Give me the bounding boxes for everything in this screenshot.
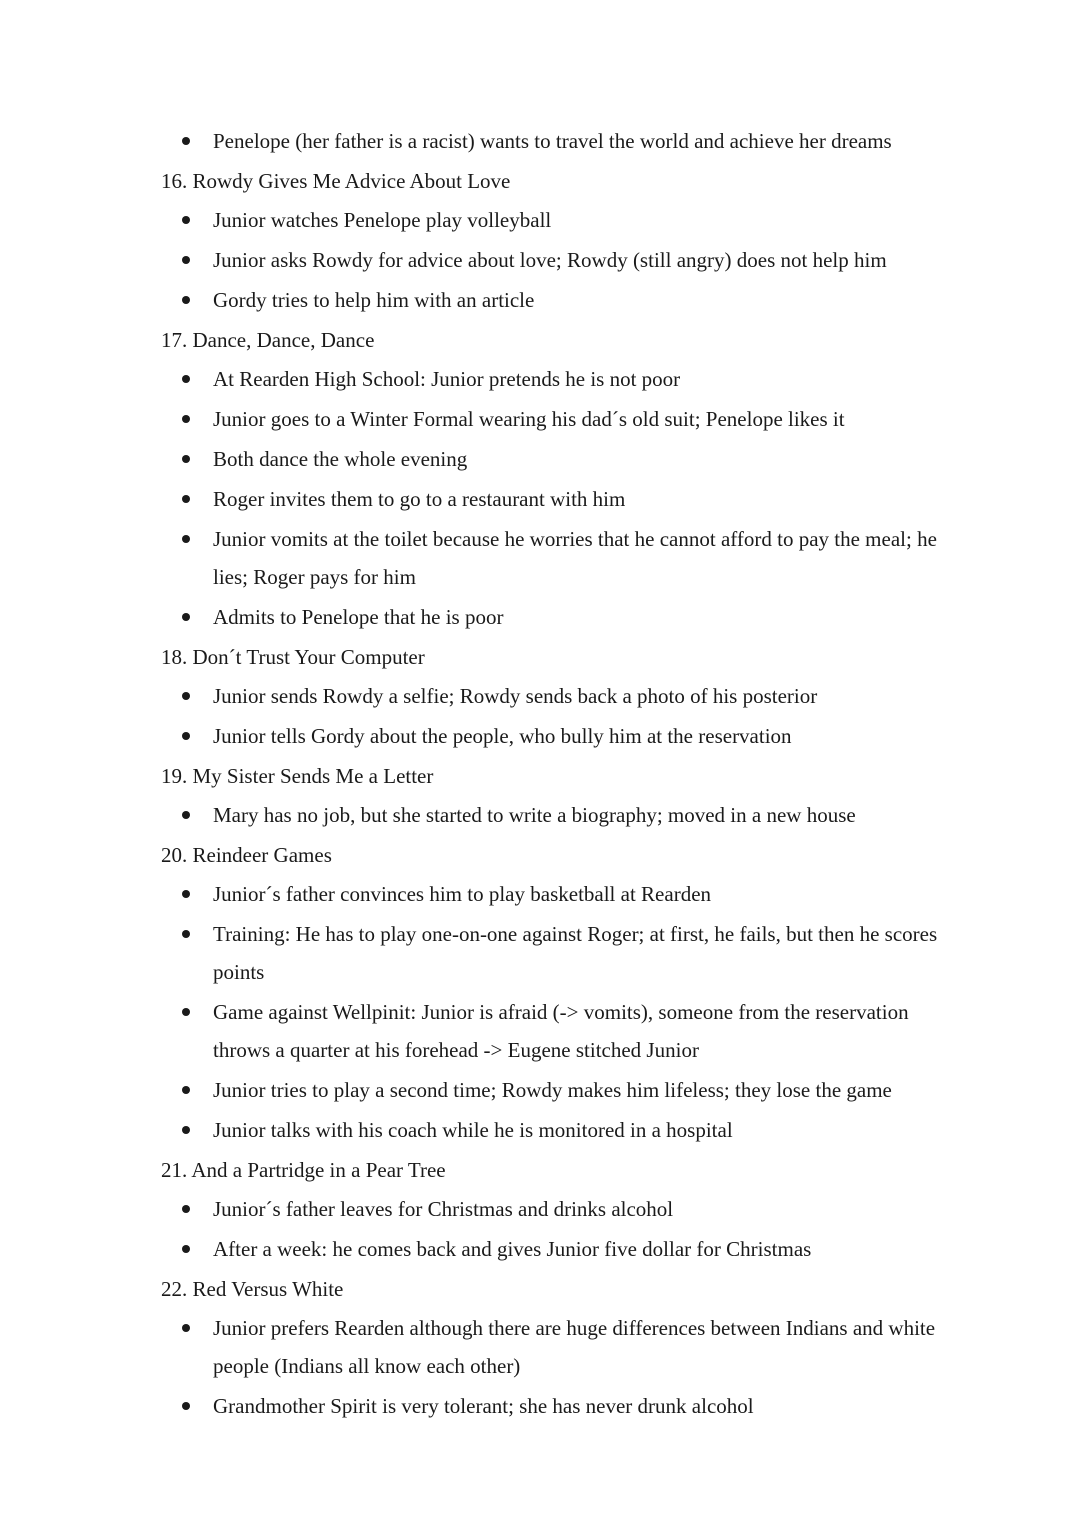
bullet-dot-icon [182,613,190,621]
list-item [213,440,953,480]
bullet-dot-icon [182,930,190,938]
list-item-text: Junior talks with his coach while he is monitored in a hospital [213,1118,733,1142]
bullet-dot-icon [182,495,190,503]
bullet-dot-icon [182,375,190,383]
bullet-dot-icon [182,256,190,264]
list-item [213,1309,953,1387]
list-item [213,281,953,321]
chapter-heading: 16. Rowdy Gives Me Advice About Love [161,169,511,193]
list-item [213,796,953,836]
list-item [213,201,953,241]
bullet-dot-icon [182,692,190,700]
list-item-text: Training: He has to play one-on-one against Roger; at first, he fails, but then he scores points [213,922,938,984]
list-item-text: Junior tries to play a second time; Rowdy makes him lifeless; they lose the game [213,1078,892,1102]
list-item [213,1230,953,1270]
list-item [213,1387,953,1427]
chapter-heading: 17. Dance, Dance, Dance [161,328,375,352]
list-item-text: Penelope (her father is a racist) wants to travel the world and achieve her dreams [213,129,892,153]
list-item [213,598,953,638]
bullet-dot-icon [182,455,190,463]
bullet-dot-icon [182,1086,190,1094]
list-item-text: Grandmother Spirit is very tolerant; she has never drunk alcohol [213,1394,754,1418]
list-item-text: Junior watches Penelope play volleyball [213,208,552,232]
bullet-dot-icon [182,1324,190,1332]
list-item-text: Game against Wellpinit: Junior is afraid (-> vomits), someone from the reservation throws a quarter at his forehead -> Eugene stitched Junior [213,1000,909,1062]
bullet-dot-icon [182,811,190,819]
list-item-text: At Rearden High School: Junior pretends he is not poor [213,367,681,391]
list-item-text: Junior´s father leaves for Christmas and drinks alcohol [213,1197,674,1221]
list-item-text: Junior prefers Rearden although there are huge differences between Indians and white people (Indians all know each other) [213,1316,936,1378]
list-item [213,400,953,440]
bullet-dot-icon [182,296,190,304]
list-item-text: After a week: he comes back and gives Junior five dollar for Christmas [213,1237,812,1261]
list-item-text: Admits to Penelope that he is poor [213,605,504,629]
chapter-heading: 21. And a Partridge in a Pear Tree [161,1158,446,1182]
list-item-text: Junior asks Rowdy for advice about love; Rowdy (still angry) does not help him [213,248,887,272]
list-item [213,993,953,1071]
list-item-text: Both dance the whole evening [213,447,468,471]
list-item-text: Junior´s father convinces him to play basketball at Rearden [213,882,712,906]
bullet-dot-icon [182,216,190,224]
bullet-dot-icon [182,1402,190,1410]
list-item [213,360,953,400]
bullet-dot-icon [182,1205,190,1213]
bullet-dot-icon [182,137,190,145]
list-item-text: Junior sends Rowdy a selfie; Rowdy sends back a photo of his posterior [213,684,818,708]
chapter-heading: 19. My Sister Sends Me a Letter [161,764,434,788]
bullet-dot-icon [182,415,190,423]
list-item-text: Mary has no job, but she started to write a biography; moved in a new house [213,803,856,827]
bullet-dot-icon [182,1126,190,1134]
bullet-dot-icon [182,732,190,740]
list-item [213,1111,953,1151]
bullet-dot-icon [182,890,190,898]
list-item-text: Junior vomits at the toilet because he worries that he cannot afford to pay the meal; he lies; Roger pays for him [213,527,937,589]
list-item [213,520,953,598]
chapter-heading: 22. Red Versus White [161,1277,344,1301]
list-item-text: Junior tells Gordy about the people, who bully him at the reservation [213,724,792,748]
list-item [213,241,953,281]
chapter-heading: 20. Reindeer Games [161,843,332,867]
bullet-dot-icon [182,1008,190,1016]
chapter-heading: 18. Don´t Trust Your Computer [161,645,425,669]
bullet-dot-icon [182,1245,190,1253]
list-item [213,480,953,520]
list-item [213,915,953,993]
list-item-text: Gordy tries to help him with an article [213,288,535,312]
document-page [0,122,1080,1427]
list-item-text: Junior goes to a Winter Formal wearing his dad´s old suit; Penelope likes it [213,407,845,431]
list-item [213,1071,953,1111]
list-item [213,875,953,915]
list-item [213,1190,953,1230]
list-item [213,122,953,162]
list-item-text: Roger invites them to go to a restaurant with him [213,487,626,511]
list-item [213,717,953,757]
bullet-dot-icon [182,535,190,543]
list-item [213,677,953,717]
